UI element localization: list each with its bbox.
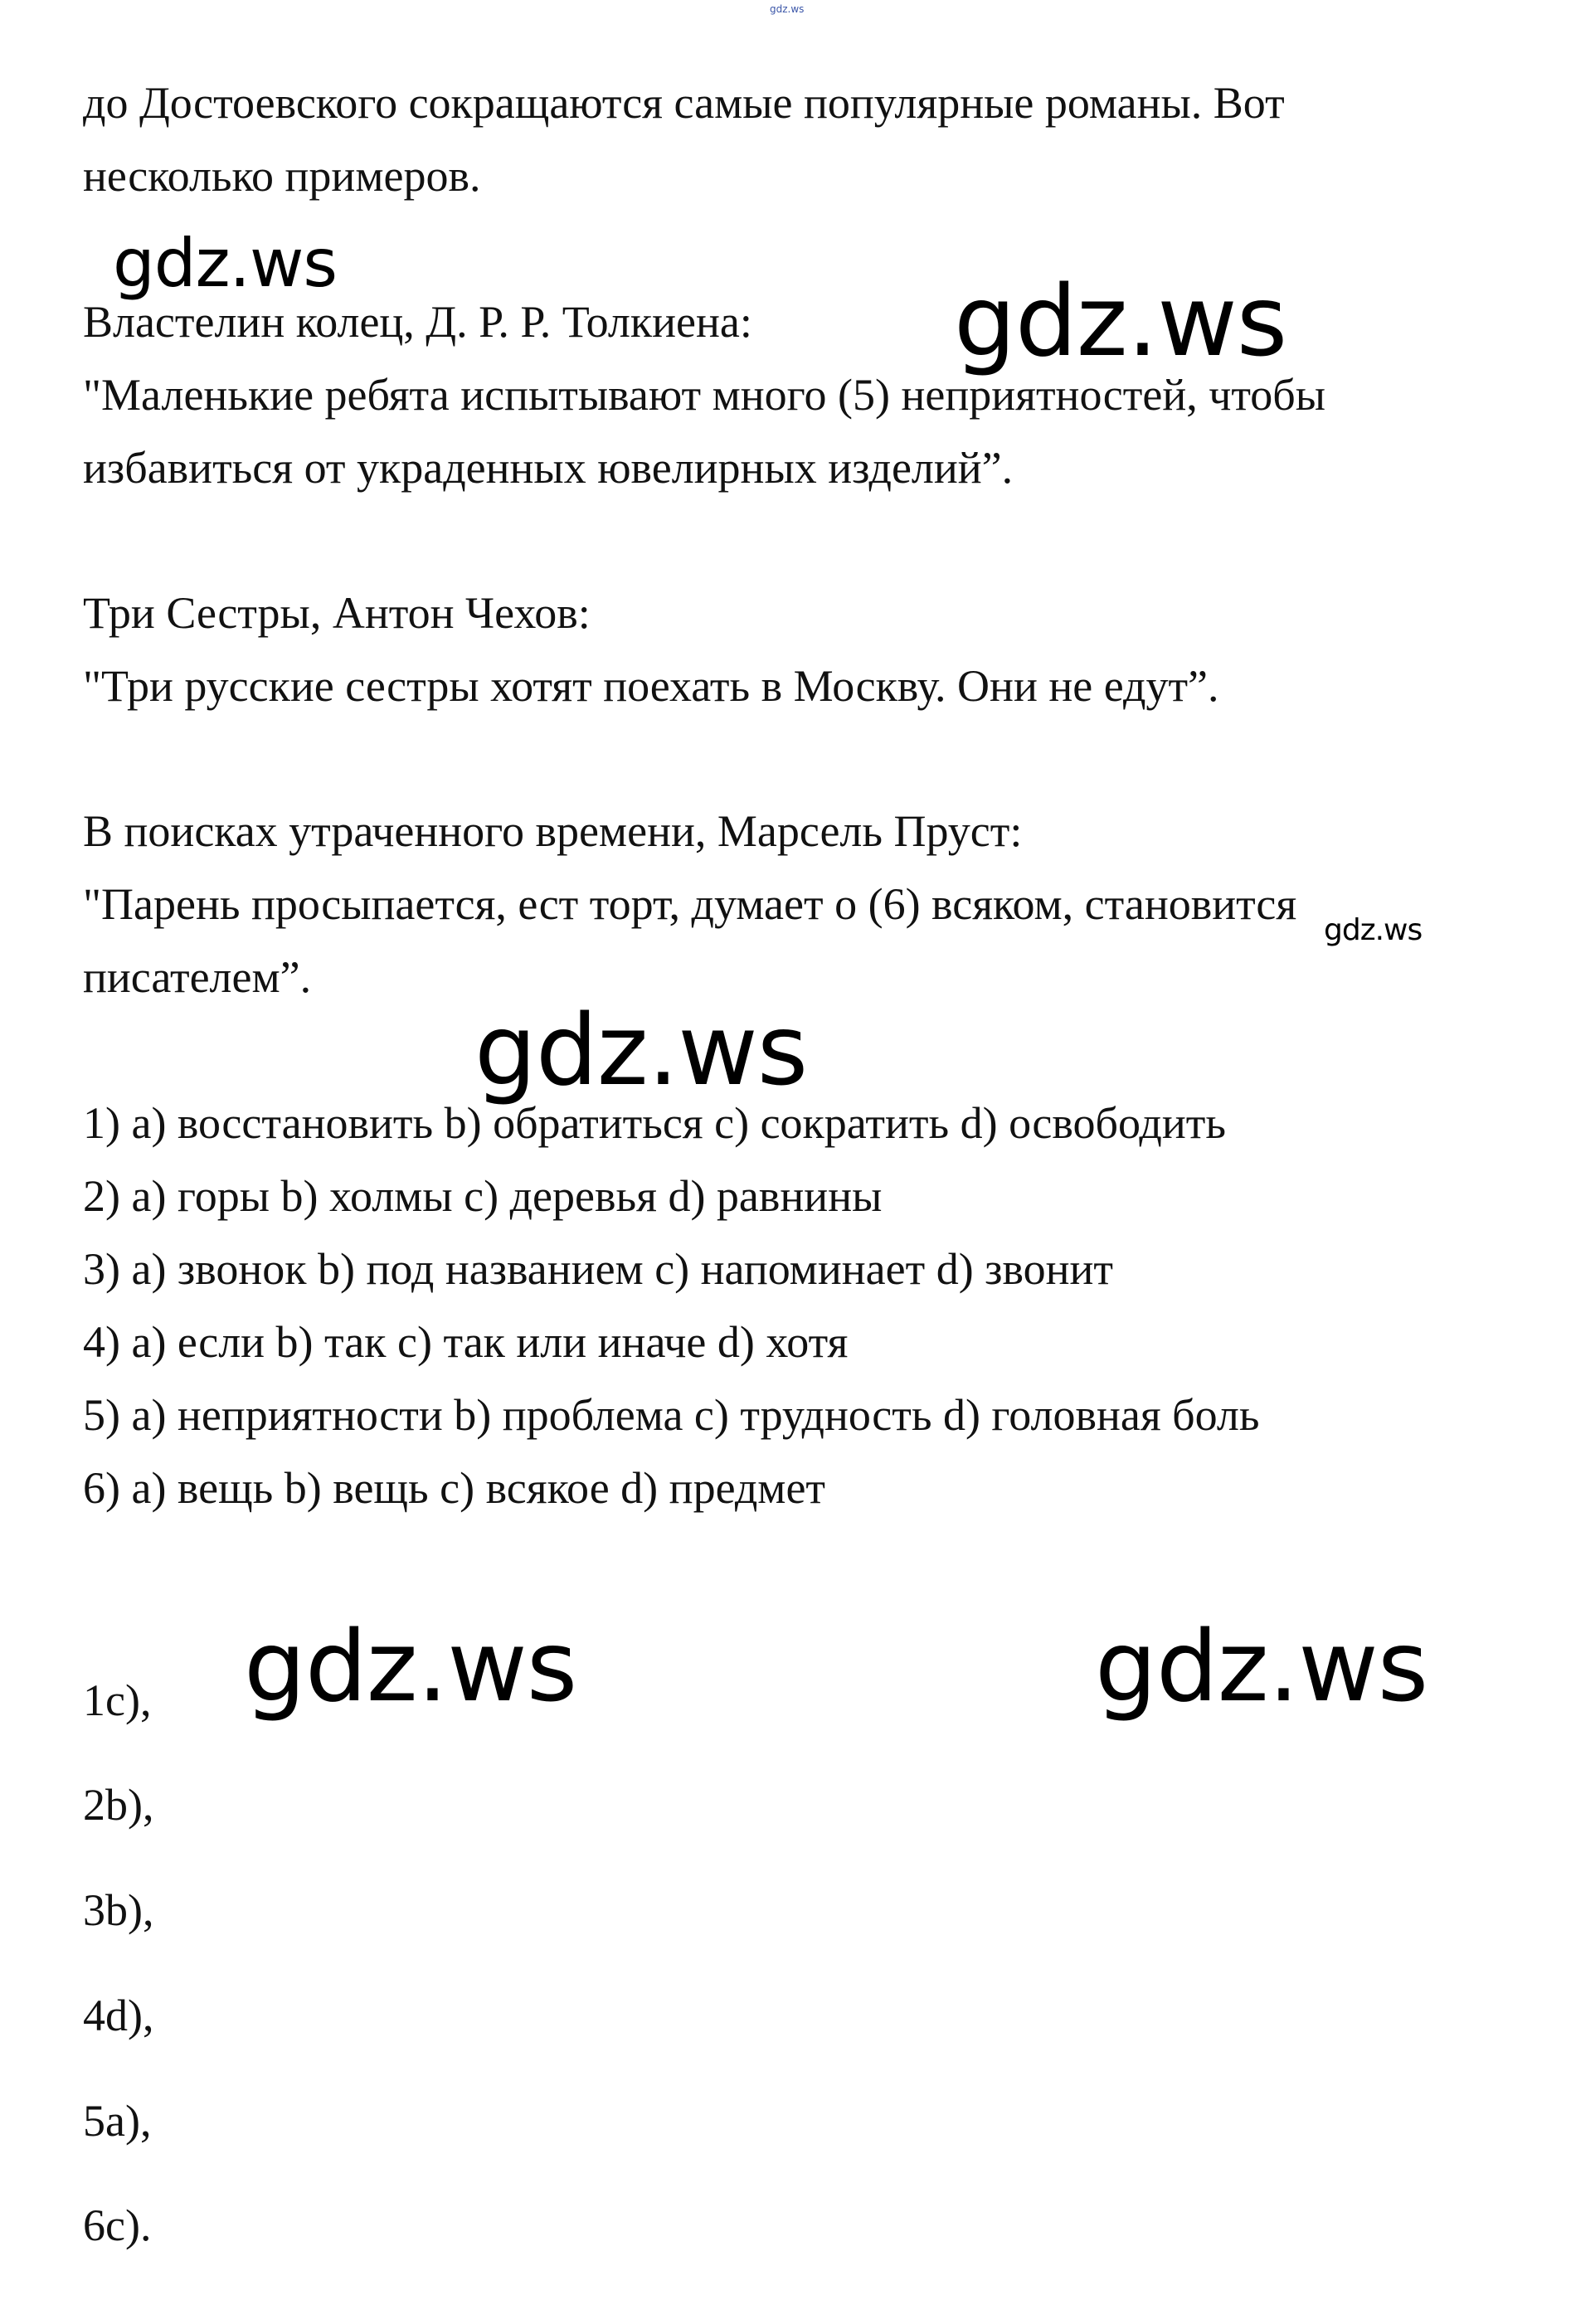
example-quote-tolkien-line-2: избавиться от украденных ювелирных изделий”. — [83, 443, 1014, 493]
example-title-proust: В поисках утраченного времени, Марсель Пруст: — [83, 806, 1023, 856]
option-line-3: 3) a) звонок b) под названием c) напоминает d) звонит — [83, 1244, 1114, 1294]
example-quote-tolkien-line-1: "Маленькие ребята испытывают много (5) неприятностей, чтобы — [83, 370, 1326, 420]
watermark: gdz.ws — [113, 225, 338, 302]
answer-5: 5a), — [83, 2096, 152, 2146]
watermark: gdz.ws — [474, 993, 808, 1107]
answer-4: 4d), — [83, 1991, 154, 2040]
intro-line-2: несколько примеров. — [83, 151, 481, 201]
answer-6: 6c). — [83, 2200, 152, 2250]
option-line-4: 4) a) если b) так c) так или иначе d) хотя — [83, 1317, 849, 1367]
option-line-5: 5) a) неприятности b) проблема c) трудность d) головная боль — [83, 1390, 1260, 1440]
answer-1: 1c), — [83, 1675, 152, 1725]
example-quote-proust-line-1: "Парень просыпается, ест торт, думает о (6) всяком, становится — [83, 879, 1297, 929]
watermark: gdz.ws — [1324, 913, 1423, 947]
option-line-2: 2) a) горы b) холмы c) деревья d) равнины — [83, 1171, 883, 1221]
answer-3: 3b), — [83, 1885, 154, 1935]
watermark: gdz.ws — [954, 264, 1287, 378]
intro-line-1: до Достоевского сокращаются самые популярные романы. Вот — [83, 78, 1285, 128]
example-title-chekhov: Три Сестры, Антон Чехов: — [83, 588, 591, 638]
example-title-tolkien: Властелин колец, Д. Р. Р. Толкиена: — [83, 297, 752, 347]
example-quote-proust-line-2: писателем”. — [83, 952, 312, 1002]
option-line-1: 1) a) восстановить b) обратиться c) сократить d) освободить — [83, 1098, 1227, 1148]
option-line-6: 6) a) вещь b) вещь c) всякое d) предмет — [83, 1463, 826, 1513]
watermark: gdz.ws — [1095, 1609, 1428, 1724]
watermark: gdz.ws — [244, 1609, 577, 1724]
answer-2: 2b), — [83, 1780, 154, 1830]
header-watermark: gdz.ws — [770, 3, 805, 15]
example-quote-chekhov-line-1: "Три русские сестры хотят поехать в Москву. Они не едут”. — [83, 661, 1219, 711]
